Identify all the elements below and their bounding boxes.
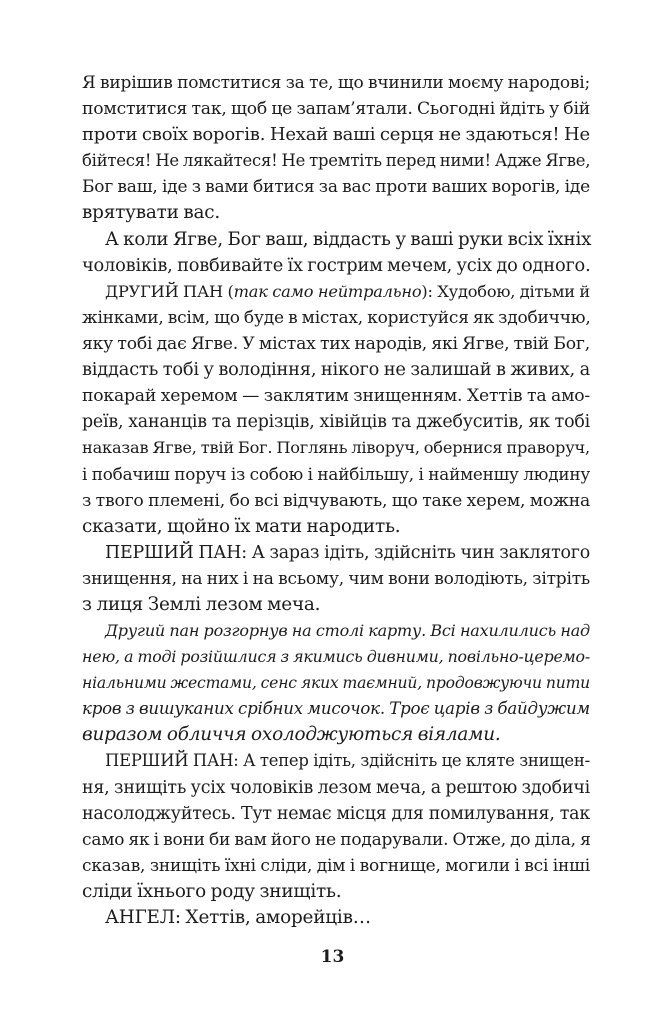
text-line: ПЕРШИЙ ПАН: А зараз ідіть, здійсніть чин заклятого bbox=[105, 542, 590, 563]
text-line: кров з вишуканих срібних мисочок. Троє царів з байдужим bbox=[82, 699, 590, 719]
book-page-text bbox=[82, 70, 590, 931]
text-line: нею, а тоді розійшлися з якимись дивними, повільно-церемо- bbox=[82, 647, 590, 667]
text-line: знищення, на них і на всьому, чим вони володіють, зітріть bbox=[82, 568, 590, 589]
text-line: сказати, щойно їх мати народить. bbox=[82, 515, 401, 537]
text-line: реїв, хананців та перізців, хівійців та джебуситів, як тобі bbox=[82, 412, 590, 433]
text-line: з твого племені, бо всі відчувають, що таке херем, можна bbox=[82, 490, 590, 511]
stage-direction: так само нейтрально bbox=[233, 281, 422, 301]
text-line: проти своїх ворогів. Нехай ваші серця не здаються! Не bbox=[82, 124, 590, 146]
text-line: ПЕРШИЙ ПАН: А тепер ідіть, здійсніть це кляте знищен- bbox=[105, 751, 590, 771]
text-line: бійтеся! Не лякайтеся! Не тремтіть перед ними! Адже Ягве, bbox=[82, 151, 591, 171]
text-line: Другий пан розгорнув на столі карту. Всі нахилились над bbox=[105, 620, 590, 640]
paragraph-kill-men bbox=[82, 227, 590, 279]
text-line: з лиця Землі лезом меча. bbox=[82, 593, 321, 615]
text-line: врятувати вас. bbox=[82, 202, 220, 224]
text-line: само як і вони би вам його не подарували. Отже, до діла, я bbox=[82, 829, 591, 850]
text-line: виразом обличчя охолоджуються віялами. bbox=[82, 724, 501, 746]
text-line-with-stage-direction bbox=[82, 279, 590, 305]
paragraph-angel bbox=[82, 905, 590, 931]
speech-text: ): Худобою, дітьми й bbox=[421, 281, 591, 301]
text-line: яку тобі дає Ягве. У містах тих народів, які Ягве, твій Бог, bbox=[82, 333, 590, 354]
paragraph-first-lord-2 bbox=[82, 748, 590, 905]
text-line: чоловіків, повбивайте їх гострим мечем, усіх до одного. bbox=[82, 254, 591, 276]
text-line: насолоджуйтесь. Тут немає місця для помилування, так bbox=[82, 803, 590, 824]
paragraph-second-lord bbox=[82, 279, 590, 540]
text-line: ня, знищіть усіх чоловіків лезом меча, а рештою здобичі bbox=[82, 777, 590, 798]
text-line: Бог ваш, іде з вами битися за вас проти ваших ворогів, іде bbox=[82, 177, 590, 198]
text-line: віддасть тобі у володіння, нікого не залишай в живих, а bbox=[82, 359, 590, 381]
text-line: помститися так, щоб це запам’ятали. Сьогодні йдіть у бій bbox=[82, 99, 590, 120]
text-line: сказав, знищіть їхні сліди, дім і вогнище, могили і всі інші bbox=[82, 855, 590, 876]
text-line: ніальними жестами, сенс яких таємний, продовжуючи пити bbox=[82, 674, 590, 693]
speaker-label: ДРУГИЙ ПАН ( bbox=[105, 281, 234, 301]
text-line: Я вирішив помститися за те, що вчинили моєму народові; bbox=[82, 73, 590, 93]
text-line: жінками, всім, що буде в містах, користуйся як здобиччю, bbox=[82, 307, 591, 328]
text-line: наказав Ягве, твій Бог. Поглянь ліворуч, обернися праворуч, bbox=[82, 438, 590, 458]
paragraph-first-lord bbox=[82, 540, 590, 618]
text-line: А коли Ягве, Бог ваш, віддасть у ваші руки всіх їхніх bbox=[105, 228, 592, 250]
text-line: сліди їхнього роду знищіть. bbox=[82, 880, 342, 902]
paragraph-stage-direction bbox=[82, 618, 590, 748]
paragraph-revenge-speech bbox=[82, 70, 590, 227]
text-line: покарай херемом — заклятим знищенням. Хеттів та амо- bbox=[82, 386, 590, 407]
page-number: 13 bbox=[320, 947, 345, 967]
text-line: і побачиш поруч із собою і найбільшу, і найменшу людину bbox=[82, 464, 590, 485]
text-line: АНГЕЛ: Хеттів, аморейців… bbox=[105, 907, 371, 928]
